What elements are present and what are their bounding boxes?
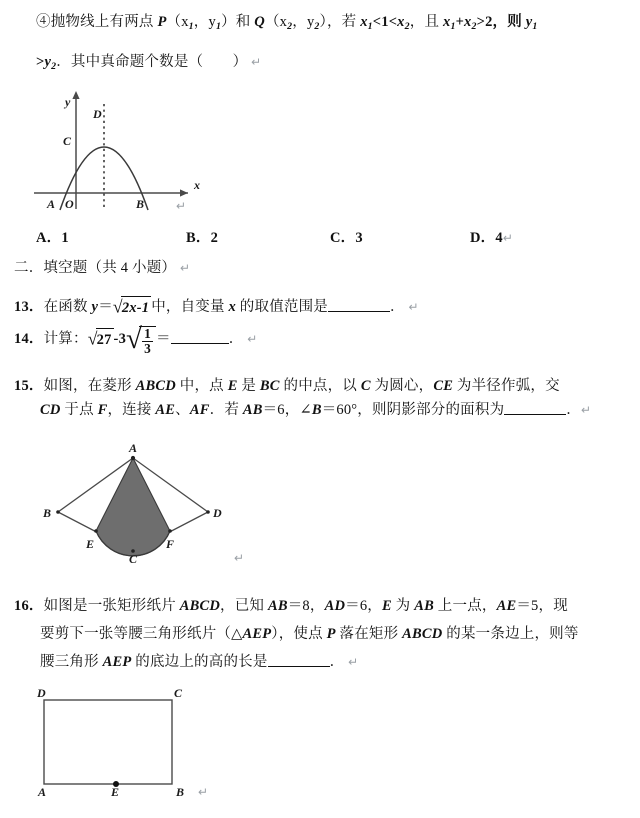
y-axis-arrow [72,91,79,99]
q15-line1-rich [44,378,560,394]
question-15-number: 15． [14,378,44,394]
q4-q-close: ），若 [319,14,361,30]
q4-p-close: ）和 [221,14,255,30]
q4-cond2-sub2: 2 [471,20,477,32]
q13-var-x: x [228,299,236,316]
text-run: ），使点 [271,626,327,642]
q4-text-1: ④抛物线上有两点 [36,14,158,30]
q14-answer-blank[interactable] [171,331,229,344]
math-variable: ABCD [179,598,221,614]
paragraph-mark: ↵ [179,261,191,275]
math-variable: AE [496,598,517,614]
rectangle-outline [44,700,172,784]
text-run: ，连接 [107,402,156,418]
q4-p-open: （x [166,14,189,30]
parabola-label-B: B [136,197,145,211]
question-15-line-2 [40,400,591,420]
q4-y1-sub: 1 [532,20,538,32]
choice-a-label: A．1 [36,230,69,246]
vertex-dot-e [94,529,98,533]
text-run: 是 [237,378,260,394]
q4-cond1-x2: x [397,14,405,30]
question-16-line-2 [40,624,579,644]
q4-y1: y [525,14,533,30]
text-run: ＝6， [345,598,382,614]
q14-radicand-1: 27 [96,328,114,350]
q4-cond2-sub1: 1 [450,20,456,32]
choice-c[interactable] [330,228,363,248]
text-run: ＝5，现 [516,598,568,614]
q4-p-sub1: 1 [188,20,194,32]
q14-fraction-numerator: 1 [144,326,152,341]
math-variable: AF [189,402,210,418]
paragraph-mark: ↵ [198,785,209,799]
q14-radical-27 [88,328,114,350]
q14-equals: ＝ [156,331,171,348]
q4-cond1-x: x [360,14,368,30]
paragraph-mark: ↵ [176,199,187,213]
math-variable: C [360,378,371,394]
rhombus-label-F: F [166,537,175,551]
rectangle-label-E: E [111,785,120,799]
parabola-label-x: x [194,178,200,192]
q14-text-before: 计算： [43,331,88,348]
paragraph-mark: ↵ [581,403,592,417]
math-variable: AB [242,402,263,418]
math-variable: ABCD [402,626,443,642]
rectangle-label-D: D [37,688,46,700]
question-14-number: 14． [14,331,44,348]
q4-cond2-x2: x [464,14,472,30]
text-run: ，已知 [220,598,268,614]
paragraph-mark: ↵ [234,551,245,565]
text-run: 腰三角形 [40,654,103,670]
paragraph-mark: ↵ [348,655,359,669]
q15-period: ． [566,402,581,418]
q13-answer-blank[interactable] [328,299,390,312]
rhombus-label-E: E [86,537,95,551]
text-run: 的中点，以 [279,378,361,394]
radical-sign-icon: √ [87,328,98,349]
text-run: 中，点 [175,378,228,394]
shaded-region [96,458,170,556]
text-run: 、 [175,402,190,418]
q4-cond1-sub: 1 [367,20,373,32]
question-16-number: 16． [14,598,44,614]
q14-coefficient: 3 [118,331,127,348]
q4-line2-rest: ．其中真命题个数是（ ） [56,54,248,70]
q14-radical-fraction [126,323,156,356]
paragraph-mark: ↵ [408,300,419,315]
question-16-line-1 [14,596,568,616]
q14-period: ． [228,331,244,348]
math-variable: E [227,378,238,394]
choice-b[interactable] [186,228,218,248]
vertex-dot-b [56,510,60,514]
q4-p-comma: ，y [193,14,216,30]
question-13-number: 13． [14,299,44,316]
rhombus-label-C: C [129,552,138,563]
rectangle-label-A: A [38,785,47,799]
text-run: ＝6，∠ [262,402,312,418]
math-variable: AEP [242,626,272,642]
text-run: 如图是一张矩形纸片 [43,598,180,614]
rhombus-label-A: A [129,441,138,455]
section-header [14,258,190,278]
q13-text-tail: 的取值范围是 [235,299,329,316]
q4-point-q: Q [254,14,265,30]
vertex-dot-f [168,529,172,533]
question-4-stem-line-1 [36,12,538,37]
math-variable: AE [155,402,176,418]
q4-q-sub2: 2 [314,20,320,32]
q13-radical [113,296,151,318]
choice-a[interactable] [36,228,69,248]
rhombus-figure [26,438,236,563]
math-variable: E [381,598,392,614]
question-13 [14,296,419,318]
math-variable: AB [414,598,434,614]
q4-cond2-tail: >2，则 [476,14,526,30]
text-run: 为 [391,598,415,614]
vertex-dot-a [131,456,135,460]
parabola-figure-paragraph-mark [176,196,186,216]
paragraph-mark: ↵ [247,332,258,347]
paragraph-mark: ↵ [502,231,514,245]
math-variable: AD [324,598,346,614]
text-run: 为半径作弧，交 [453,378,560,394]
parabola-label-D: D [93,107,102,121]
text-run: 的底边上的高的长是 [131,654,268,670]
q4-cond2-plus: + [455,14,465,30]
q4-cond1-sub2: 2 [404,20,410,32]
q4-q-open: （x [264,14,288,30]
question-15-line-1 [14,376,560,396]
q13-text-before: 在函数 [43,299,92,316]
q16-answer-blank[interactable] [268,654,330,667]
choice-b-label: B．2 [186,230,219,246]
rhombus-label-D: D [213,506,222,520]
paragraph-mark: ↵ [251,55,262,69]
q4-cond1-op: <1< [372,14,398,30]
q13-var-y: y [91,299,99,316]
section-header-text: 二．填空题（共 4 小题） [14,260,177,276]
math-variable: B [311,402,322,418]
rectangle-label-B: B [176,785,185,799]
math-variable: CD [40,402,61,418]
q4-cond1-tail: ，且 [409,14,443,30]
choice-d[interactable] [470,228,513,248]
q16-line2-rich [40,626,579,642]
math-variable: AB [267,598,288,614]
text-run: ．若 [209,402,243,418]
radical-sign-icon: √ [126,323,143,356]
radical-sign-icon: √ [112,296,123,317]
q4-y2: y [44,54,52,70]
q4-cond2-x1: x [442,14,451,30]
q16-period: ． [329,654,345,670]
parabola-label-C: C [63,134,72,148]
math-variable: BC [259,378,280,394]
question-4-stem-line-2 [36,52,261,77]
q16-line3-rich [40,654,268,670]
text-run: 如图，在菱形 [43,378,136,394]
q16-line1-rich [44,598,568,614]
rectangle-figure-paragraph-mark [198,782,208,802]
q4-point-p: P [157,14,167,30]
math-variable: CE [433,378,454,394]
q14-minus: - [113,331,119,348]
q4-y2-sub: 2 [51,60,57,72]
text-run: 的某一条边上，则等 [442,626,579,642]
q13-equals: ＝ [98,299,113,316]
math-variable: P [326,626,336,642]
q4-q-comma: ，y [292,14,315,30]
q13-radicand: 2x-1 [121,296,151,318]
q4-q-sub1: 2 [287,20,293,32]
vertex-dot-d [206,510,210,514]
rhombus-figure-paragraph-mark [234,548,244,568]
choice-d-label: D．4 [470,230,503,246]
rectangle-label-C: C [174,688,183,700]
q14-fraction-denominator: 3 [144,340,152,356]
text-run: ＝60°，则阴影部分的面积为 [321,402,505,418]
text-run: 落在矩形 [335,626,403,642]
q13-text-after: 中，自变量 [151,299,229,316]
parabola-label-y: y [65,95,71,109]
q14-fraction [142,327,153,355]
question-16-line-3 [40,652,358,672]
math-variable: F [97,402,108,418]
text-run: 为圆心， [370,378,434,394]
text-run: 于点 [60,402,98,418]
text-run: 上一点， [433,598,497,614]
text-run: 要剪下一张等腰三角形纸片（△ [40,626,243,642]
parabola-figure [28,86,218,211]
math-variable: AEP [102,654,132,670]
question-14 [14,323,258,356]
q13-period: ． [390,299,405,316]
parabola-label-A: A [47,197,56,211]
q4-p-sub2: 1 [215,20,222,32]
q15-answer-blank[interactable] [504,402,566,415]
text-run: ＝8， [287,598,325,614]
q4-gt: > [36,54,45,70]
math-variable: ABCD [135,378,176,394]
parabola-label-O: O [65,197,74,211]
choice-c-label: C．3 [330,230,363,246]
q15-line2-rich [40,402,504,418]
rhombus-label-B: B [43,506,52,520]
